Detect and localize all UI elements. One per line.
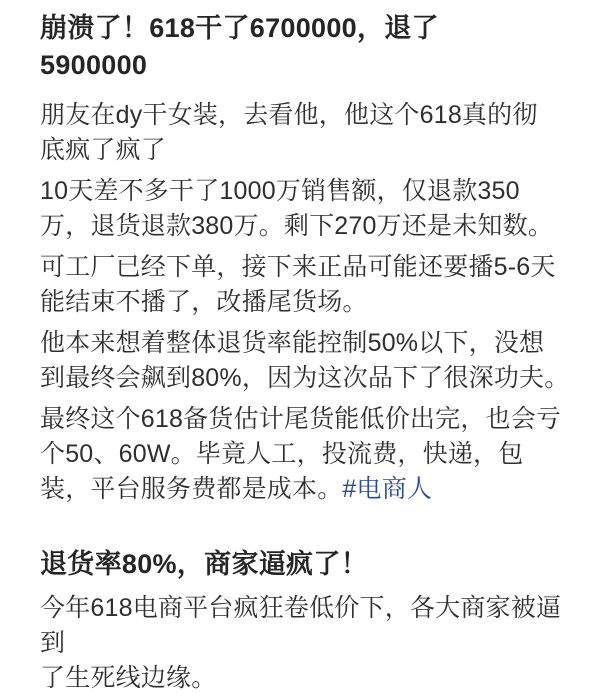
- text-line: 10天差不多干了1000万销售额，仅退款350: [40, 177, 520, 205]
- hashtag-link[interactable]: #电商人: [342, 475, 433, 503]
- text-segment: 装，平台服务费都是成本。: [40, 475, 343, 503]
- text-line: 万，退货退款380万。剩下270万还是未知数。: [40, 212, 554, 240]
- post-paragraph: [40, 174, 579, 244]
- text-line: 到最终会飙到80%，因为这次品下了很深功夫。: [40, 364, 570, 392]
- section-heading: 退货率80%，商家逼疯了！: [40, 549, 368, 579]
- text-line: 今年618电商平台疯狂卷低价下，各大商家被逼到: [40, 594, 562, 657]
- post-paragraph: [40, 402, 579, 507]
- post-paragraph: [40, 250, 579, 320]
- text-line: 他本来想着整体退货率能控制50%以下，没想: [40, 329, 545, 357]
- text-line: 最终这个618备货估计尾货能低价出完，也会亏: [40, 405, 562, 433]
- text-line: 了生死线边缘。: [40, 664, 217, 692]
- post-title-line: 5900000: [40, 50, 148, 80]
- post-body: [40, 98, 579, 507]
- post-title: [40, 10, 579, 84]
- section-paragraph: [40, 591, 579, 696]
- text-line: 可工厂已经下单，接下来正品可能还要播5-6天: [40, 253, 556, 281]
- text-line: 能结束不播了，改播尾货场。: [40, 288, 368, 316]
- text-line: 个50、60W。毕竟人工，投流费，快递，包: [40, 440, 524, 468]
- text-line: [40, 472, 579, 507]
- text-line: 底疯了疯了: [40, 136, 167, 164]
- post-paragraph: [40, 98, 579, 168]
- post-paragraph: [40, 326, 579, 396]
- post-title-line: 崩溃了！618干了6700000，退了: [40, 13, 439, 43]
- text-line: 朋友在dy干女装，去看他，他这个618真的彻: [40, 101, 538, 129]
